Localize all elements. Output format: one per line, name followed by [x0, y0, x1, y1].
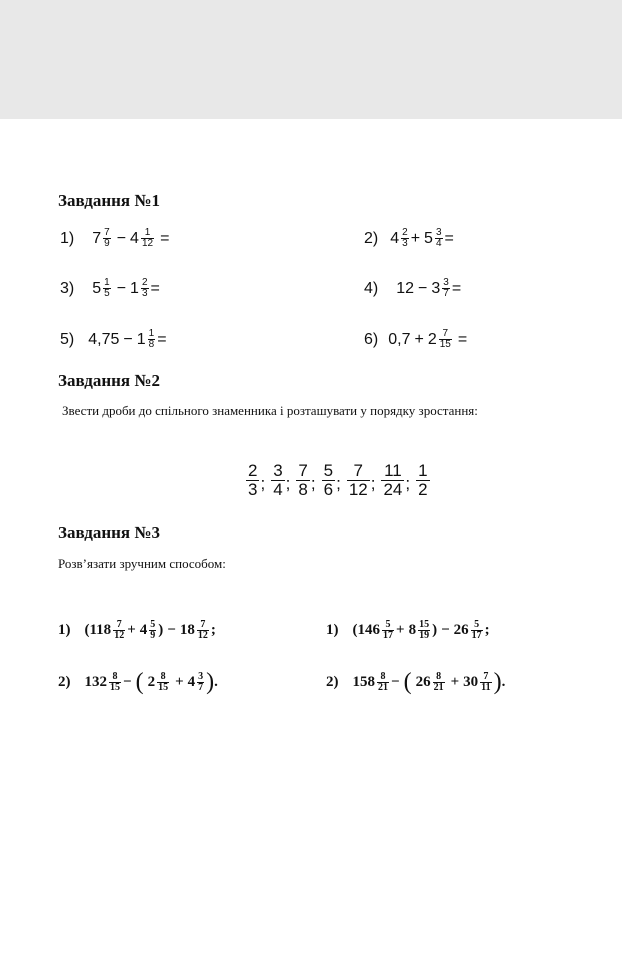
task1-item-6: 6) 0,7 + 2 $\frac{7}{15}$ = — [364, 328, 468, 350]
fraction: 11 24 — [383, 461, 403, 499]
task1-item-5: 5) 4,75 − 1 $\frac{1}{8}$ = — [60, 328, 167, 350]
task2-fraction-list: 2 3 ; 3 4 ; 7 8 ; 5 6 ; 7 12 ; 11 24 ; 1 2 — [248, 461, 428, 499]
task3-left-2: 2) 132 $\frac{8}{15}$ − ( 2 $\frac{8}{15}$ + 4 $\frac{3}{7}$ ) . — [58, 669, 218, 695]
fraction: 7 12 — [348, 461, 368, 499]
task3-right-2: 2) 158 $\frac{8}{21}$ − ( 26 $\frac{8}{21}$ + 30 $\frac{7}{11}$ ) . — [326, 669, 506, 695]
fraction: 7 8 — [298, 461, 308, 499]
task2-title: Завдання №2 — [58, 371, 160, 390]
task1-item-1: 1) 7 $\frac{7}{9}$ − 4 $\frac{1}{12}$ = — [60, 227, 170, 249]
task1-title: Завдання №1 — [58, 191, 160, 210]
task1-item-3: 3) 5 $\frac{1}{5}$ − 1 $\frac{2}{3}$ = — [60, 277, 160, 299]
fraction: 2 3 — [248, 461, 258, 499]
fraction: 3 4 — [273, 461, 283, 499]
task1-item-4: 4) 12 − 3 $\frac{3}{7}$ = — [364, 277, 462, 299]
task3-left-1: 1) ( 118 $\frac{7}{12}$ + 4 $\frac{5}{9}$ ) − 18 $\frac{7}{12}$ ; — [58, 619, 216, 641]
fraction: 1 2 — [418, 461, 428, 499]
task3-title: Завдання №3 — [58, 523, 160, 542]
task3-instruction: Розв’язати зручним способом: — [58, 556, 226, 571]
task2-instruction: Звести дроби до спільного знаменника і розташувати у порядку зростання: — [62, 403, 478, 418]
task3-right-1: 1) ( 146 $\frac{5}{17}$ + 8 $\frac{15}{19}$ ) − 26 $\frac{5}{17}$ ; — [326, 619, 490, 641]
task1-item-2: 2) 4 $\frac{2}{3}$ + 5 $\frac{3}{4}$ = — [364, 227, 454, 249]
top-gray-bar — [0, 0, 622, 119]
fraction: 5 6 — [323, 461, 334, 499]
